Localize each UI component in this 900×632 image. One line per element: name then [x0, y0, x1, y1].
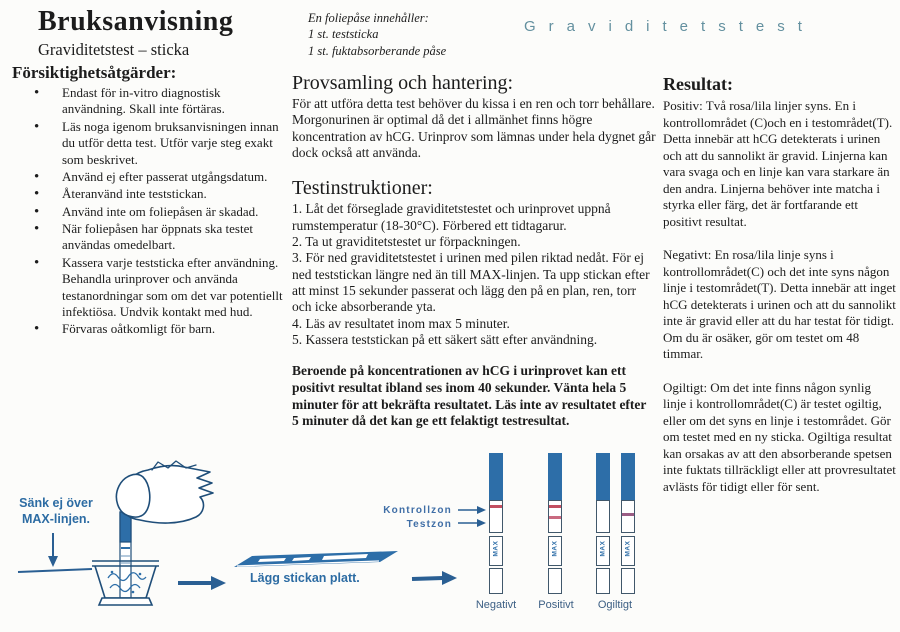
pointer-line — [18, 569, 92, 572]
result-invalid: Ogiltigt: Om det inte finns någon synlig linje i kontrollområdet(C) är testet ogiltig, eller om det syns en linje i testområdet. Gör om testet med en ny sticka. Ogiltiga resultat kan orsakas av att den absorberande spetsen inte fuktats tillräckligt eller att provresultatet avlästs för tidigt eller för sent. — [663, 379, 896, 494]
control-line — [549, 505, 561, 508]
list-item: • Endast för in-vitro diagnostisk användning. Skall inte förtäras. — [62, 85, 286, 118]
control-line — [490, 505, 502, 508]
page-subtitle: Graviditetstest – sticka — [38, 40, 190, 59]
stick-max-mark — [548, 536, 562, 566]
zone-labels — [360, 504, 452, 531]
stick-label-positive: Positivt — [538, 599, 574, 611]
precautions-heading: Försiktighetsåtgärder: — [12, 63, 177, 82]
stick-handle — [596, 453, 610, 500]
stick-tip — [596, 568, 610, 594]
stick-in-cup — [120, 512, 131, 598]
max-warning-label: Sänk ej över MAX-linjen. — [19, 496, 93, 526]
list-item: • Läs noga igenom bruksanvisningen innan du utför detta test. Utför varje steg exakt som beskrivet. — [62, 119, 286, 168]
usage-illustration — [0, 420, 900, 632]
flat-stick-illustration — [234, 551, 398, 567]
test-stick-negative — [489, 453, 503, 597]
stick-window — [489, 500, 503, 533]
lay-flat-label: Lägg stickan platt. — [250, 571, 360, 585]
list-item: • Använd ej efter passerat utgångsdatum. — [62, 169, 286, 185]
stick-max-mark — [489, 536, 503, 566]
step: 3. För ned graviditetstestet i urinen med pilen riktad nedåt. För ej ned teststickan längre ned än till MAX-linjen. Ta upp stickan efter att minst 15 sekunder passerat och lägg den på en plan, ren, torr och icke absorberande yta. — [292, 250, 650, 315]
stick-handle — [489, 453, 503, 500]
step: 5. Kassera teststickan på ett säkert sätt efter användning. — [292, 331, 598, 347]
right-arrow-icon — [412, 571, 457, 585]
stick-handle — [621, 453, 635, 500]
instructions-heading: Testinstruktioner: — [292, 177, 433, 200]
stick-window — [596, 500, 610, 533]
test-stick-invalid-testline — [621, 453, 635, 597]
left-column — [12, 6, 286, 339]
hand-illustration — [116, 461, 213, 523]
list-item: • Kassera varje teststicka efter användning. Behandla urinprover och använda testanordningar som om det var potentiellt infektiösa. Undvik kontakt med hud. — [62, 255, 286, 321]
stick-window — [548, 500, 562, 533]
timing-note: Beroende på koncentrationen av hCG i urinprovet kan ett positivt resultat ibland ses inom 40 sekunder. Vänta hela 5 minuter för att bekräfta resultatet. Läs inte av resultatet efter 5 minuter då det kan ge ett felaktigt testresultat. — [292, 363, 647, 429]
sampling-body: För att utföra detta test behöver du kissa i en ren och torr behållare. Morgonurinen är optimal då det i allmänhet finns högre koncentration av hCG. Urinprov som lämnas under hela dygnet går dock också att använda. — [292, 96, 656, 160]
step: 4. Läs av resultatet inom max 5 minuter. — [292, 315, 510, 331]
down-arrow-icon — [48, 533, 58, 567]
list-item: • Återanvänd inte teststickan. — [62, 186, 286, 202]
sampling-section — [292, 72, 658, 161]
step: 1. Låt det förseglade graviditetstestet och urinprovet uppnå rumstemperatur (18-30°C). Förbered ett tidtagarur. — [292, 201, 611, 233]
test-zone-label: Testzon — [406, 518, 452, 530]
stick-max-mark — [621, 536, 635, 566]
stick-max-mark — [596, 536, 610, 566]
instructions-section — [292, 177, 658, 430]
zone-arrow-icons — [458, 506, 486, 527]
result-positive: Positiv: Två rosa/lila linjer syns. En i kontrollområdet (C)och en i testområdet(T). Detta innebär att hCG detekterats i urinen och att du sannolikt är gravid. Linjerna kan vara svaga och en linje kan vara starkare än den andra. Linjerna behöver inte matcha i styrka eller färg, det är fortfarande ett positivt resultat. — [663, 98, 893, 229]
max-text: MAX — [624, 540, 632, 557]
max-text: MAX — [492, 540, 500, 557]
instruction-steps — [292, 201, 658, 348]
test-line — [549, 516, 561, 519]
stick-label-invalid: Ogiltigt — [597, 599, 633, 611]
contents-line: 1 st. teststicka — [308, 27, 379, 42]
stick-tip — [489, 568, 503, 594]
contents-line: En foliepåse innehåller: — [308, 11, 429, 25]
test-line — [622, 513, 634, 516]
test-stick-positive — [548, 453, 562, 597]
list-item: • Använd inte om foliepåsen är skadad. — [62, 204, 286, 220]
precautions-list — [12, 85, 286, 338]
max-text: MAX — [551, 540, 559, 557]
result-negative: Negativt: En rosa/lila linje syns i kontrollområdet(C) och det inte syns någon linje i testområdet(T). Detta innebär att inget hCG detekterats i urinen och att du sannolikt inte är gravid eller att du har testat för tidigt. Om du är osäker, gör om testet om 48 timmar. — [663, 247, 896, 361]
max-text: MAX — [599, 540, 607, 557]
stick-handle — [548, 453, 562, 500]
results-heading: Resultat: — [663, 74, 733, 94]
step: 2. Ta ut graviditetstestet ur förpackningen. — [292, 233, 521, 249]
test-stick-invalid-blank — [596, 453, 610, 597]
control-zone-label: Kontrollzon — [383, 505, 452, 516]
stick-tip — [621, 568, 635, 594]
stick-label-negative: Negativt — [475, 599, 517, 611]
stick-tip — [548, 568, 562, 594]
brand-name: Graviditetstest — [524, 18, 815, 35]
package-contents — [308, 10, 528, 59]
middle-column — [292, 72, 658, 430]
sampling-heading: Provsamling och hantering: — [292, 72, 514, 94]
contents-line: 1 st. fuktabsorberande påse — [308, 43, 447, 58]
page-title: Bruksanvisning — [38, 6, 234, 37]
list-item: • Förvaras oåtkomligt för barn. — [62, 321, 286, 337]
right-arrow-icon — [178, 576, 226, 590]
list-item: • När foliepåsen har öppnats ska testet användas omedelbart. — [62, 221, 286, 254]
stick-window — [621, 500, 635, 533]
